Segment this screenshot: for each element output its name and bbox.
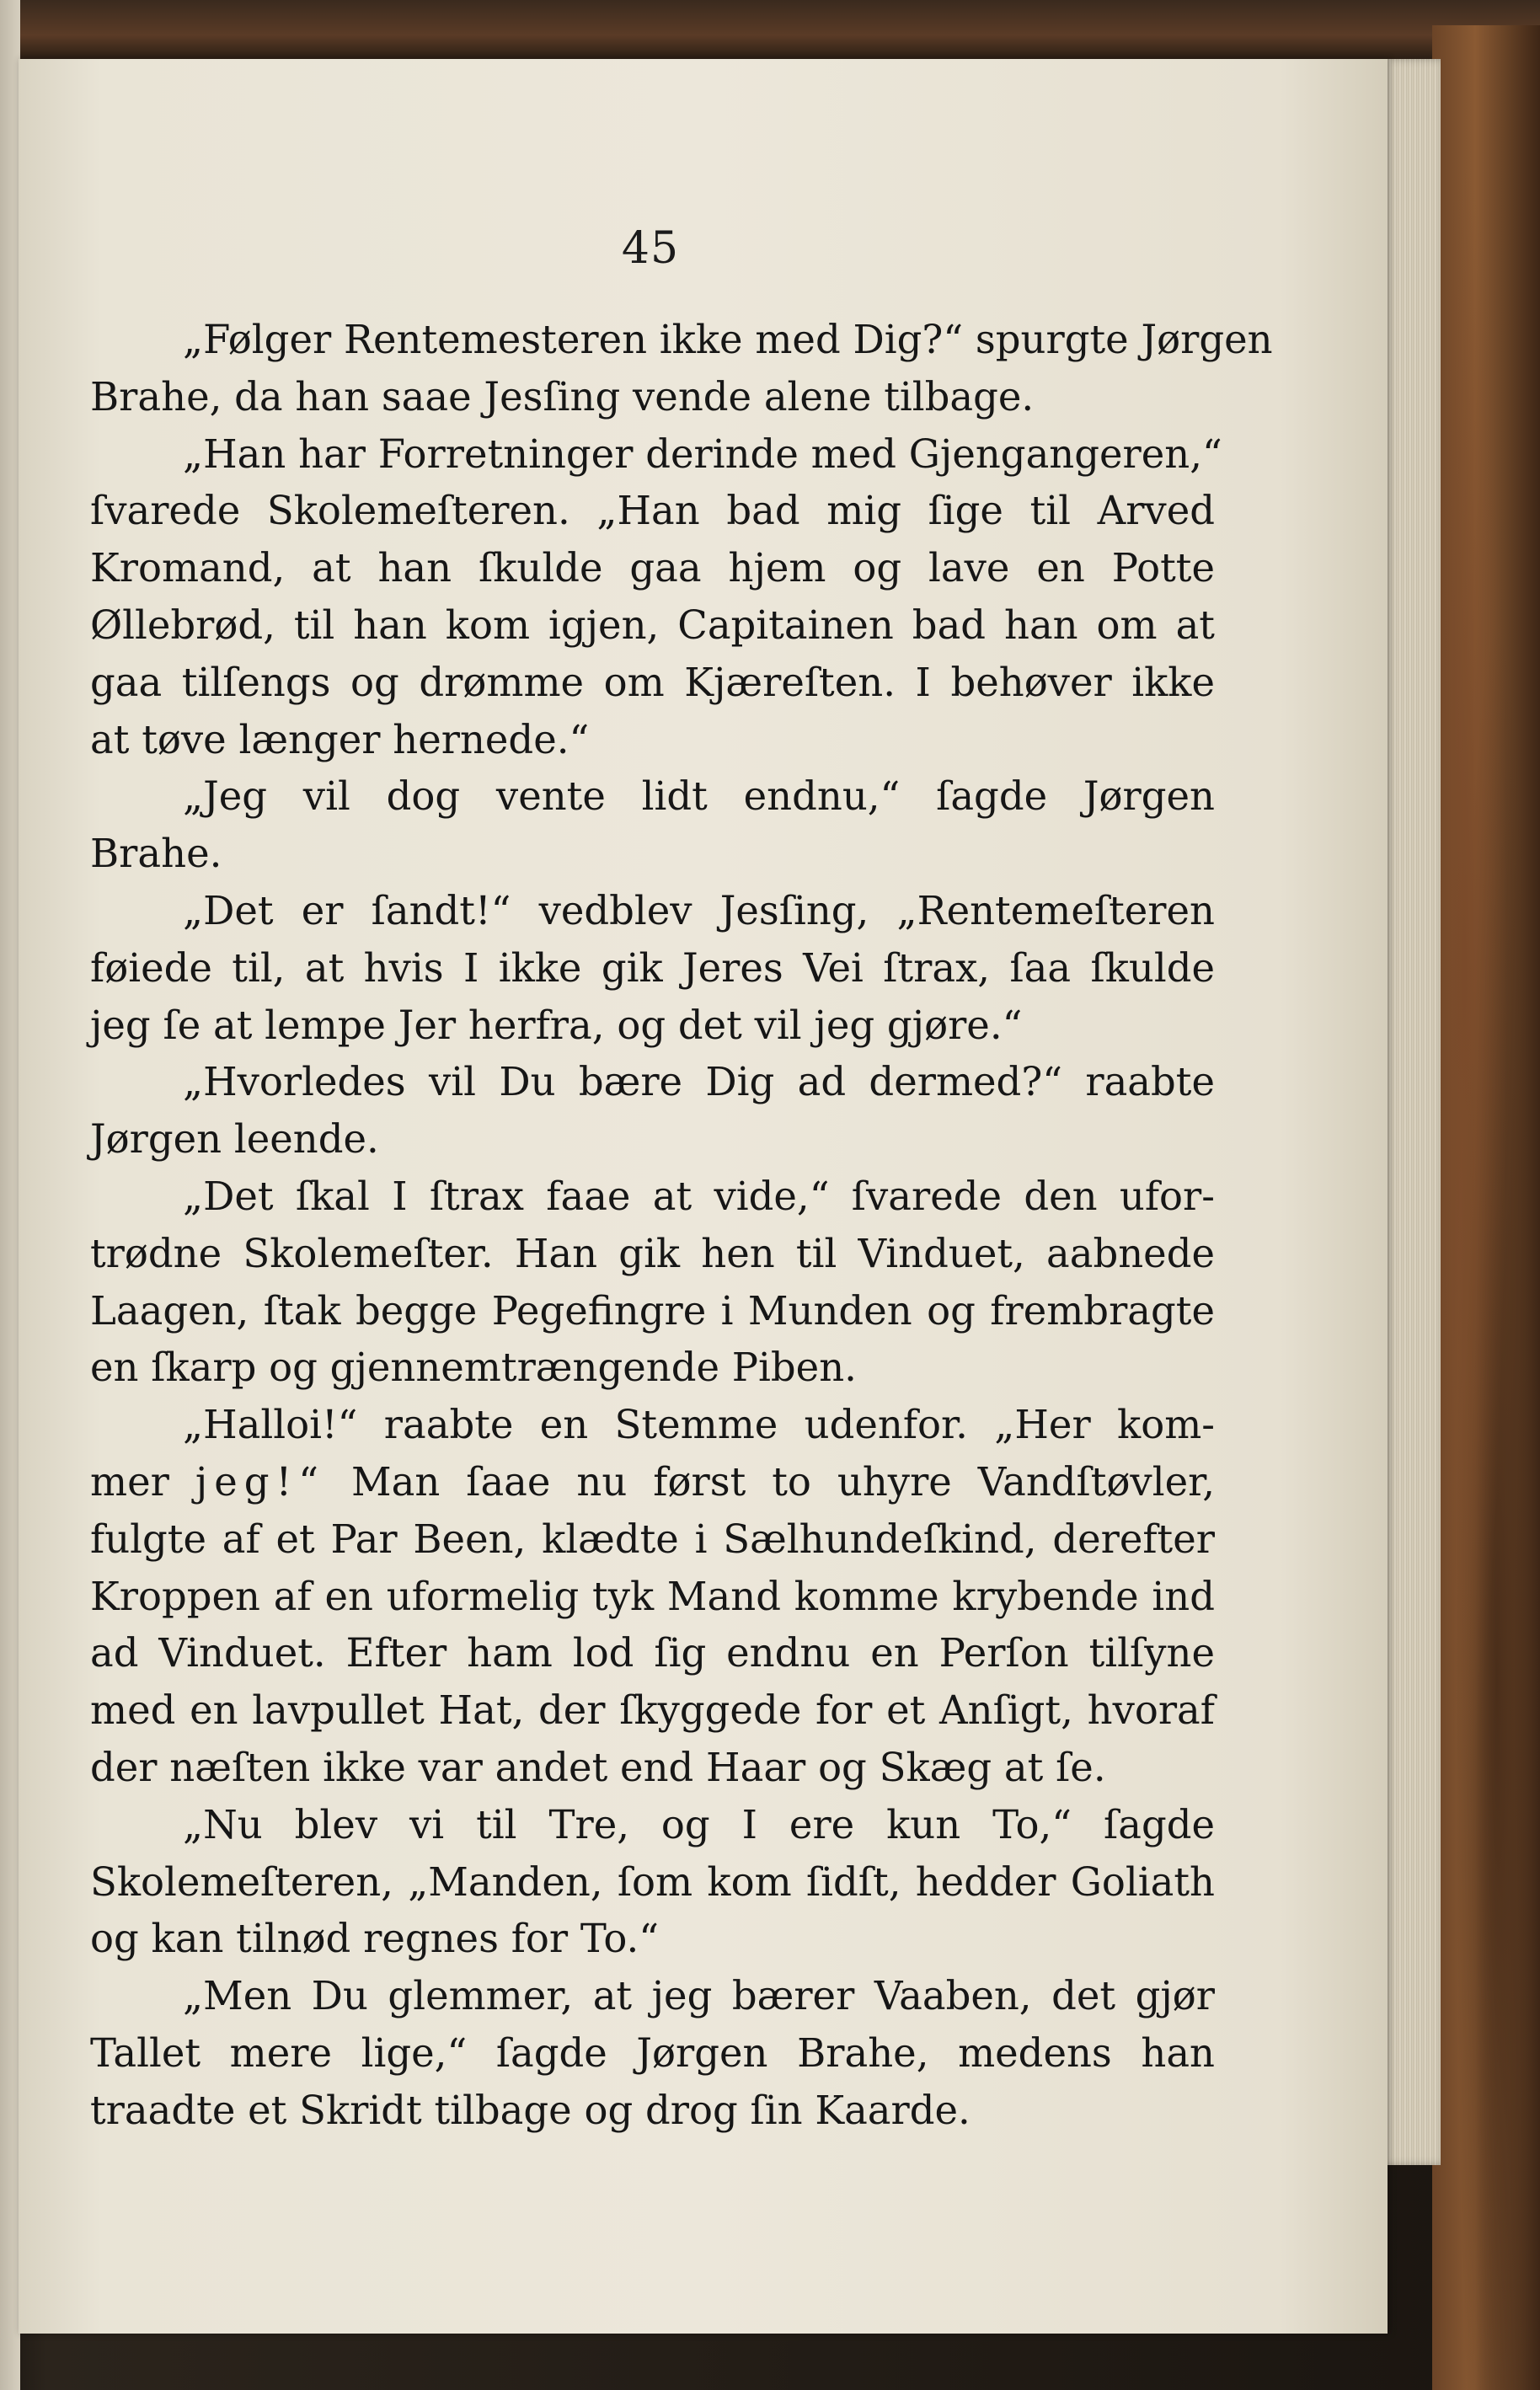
page-number: 45: [621, 223, 680, 274]
page-block-edges: [1382, 59, 1441, 2165]
book-page: [19, 59, 1388, 2334]
text-line: at tøve længer hernede.“: [90, 716, 590, 762]
spaced-emphasis: jeg!“: [195, 1458, 325, 1505]
text-line: fulgte af et Par Been, klædte i Sælhundeſkind, derefter: [90, 1516, 1215, 1562]
text-line: trødne Skolemeſter. Han gik hen til Vinduet, aabnede: [90, 1230, 1215, 1276]
text-line: Brahe, da han saae Jesſing vende alene tilbage.: [90, 373, 1035, 420]
text-line: Kroppen af en uformelig tyk Mand komme krybende ind: [90, 1573, 1215, 1619]
left-gutter: [0, 0, 20, 2390]
body-text: [90, 312, 1273, 2140]
text-line: jeg ſe at lempe Jer herfra, og det vil jeg gjøre.“: [90, 1002, 1023, 1048]
text-line: der næſten ikke var andet end Haar og Skæg at ſe.: [90, 1744, 1106, 1790]
text-line: „Det er ſandt!“ vedblev Jesſing, „Rentemeſteren: [183, 887, 1215, 933]
text-line: Laagen, ſtak begge Pegefingre i Munden og frembragte: [90, 1287, 1215, 1334]
book-cover-top-edge: [0, 0, 1540, 59]
text-line: Brahe.: [90, 831, 222, 877]
text-line: ad Vinduet. Efter ham lod ſig endnu en Perſon tilſyne: [90, 1630, 1215, 1676]
text-line: mer jeg!“ Man ſaae nu først to uhyre Vandſtøvler,: [90, 1458, 1215, 1505]
text-line: „Men Du glemmer, at jeg bærer Vaaben, det gjør: [183, 1973, 1215, 2019]
text-line: „Følger Rentemesteren ikke med Dig?“ spurgte Jørgen: [183, 317, 1273, 362]
text-line: „Halloi!“ raabte en Stemme udenfor. „Her kom-: [183, 1402, 1215, 1448]
text-line: en ſkarp og gjennemtrængende Piben.: [90, 1345, 857, 1391]
text-line: traadte et Skridt tilbage og drog ſin Kaarde.: [90, 2087, 971, 2133]
text-line: „Hvorledes vil Du bære Dig ad dermed?“ raabte: [183, 1059, 1215, 1105]
text-line: med en lavpullet Hat, der ſkyggede for et Anſigt, hvoraf: [90, 1687, 1215, 1734]
text-line: og kan tilnød regnes for To.“: [90, 1916, 660, 1962]
book-cover-right-edge: [1432, 25, 1540, 2390]
text-line: Kromand, at han ſkulde gaa hjem og lave en Potte: [90, 545, 1215, 591]
text-line: Jørgen leende.: [90, 1116, 379, 1163]
text-line: „Jeg vil dog vente lidt endnu,“ ſagde Jørgen: [183, 773, 1215, 820]
text-line: „Han har Forretninger derinde med Gjengangeren,“: [183, 430, 1222, 477]
text-line: ſvarede Skolemeſteren. „Han bad mig ſige til Arved: [90, 488, 1215, 534]
text-line: Tallet mere lige,“ ſagde Jørgen Brahe, medens han: [90, 2029, 1215, 2076]
text-line: gaa tilſengs og drømme om Kjæreſten. I behøver ikke: [90, 659, 1215, 705]
text-line: Skolemeſteren, „Manden, ſom kom ſidſt, hedder Goliath: [90, 1858, 1215, 1905]
text-line: føiede til, at hvis I ikke gik Jeres Vei ſtrax, ſaa ſkulde: [90, 944, 1215, 991]
text-line: Øllebrød, til han kom igjen, Capitainen bad han om at: [90, 602, 1215, 648]
text-line: „Nu blev vi til Tre, og I ere kun To,“ ſagde: [183, 1801, 1215, 1847]
text-line: „Det ſkal I ſtrax faae at vide,“ ſvarede den ufor-: [183, 1173, 1215, 1219]
